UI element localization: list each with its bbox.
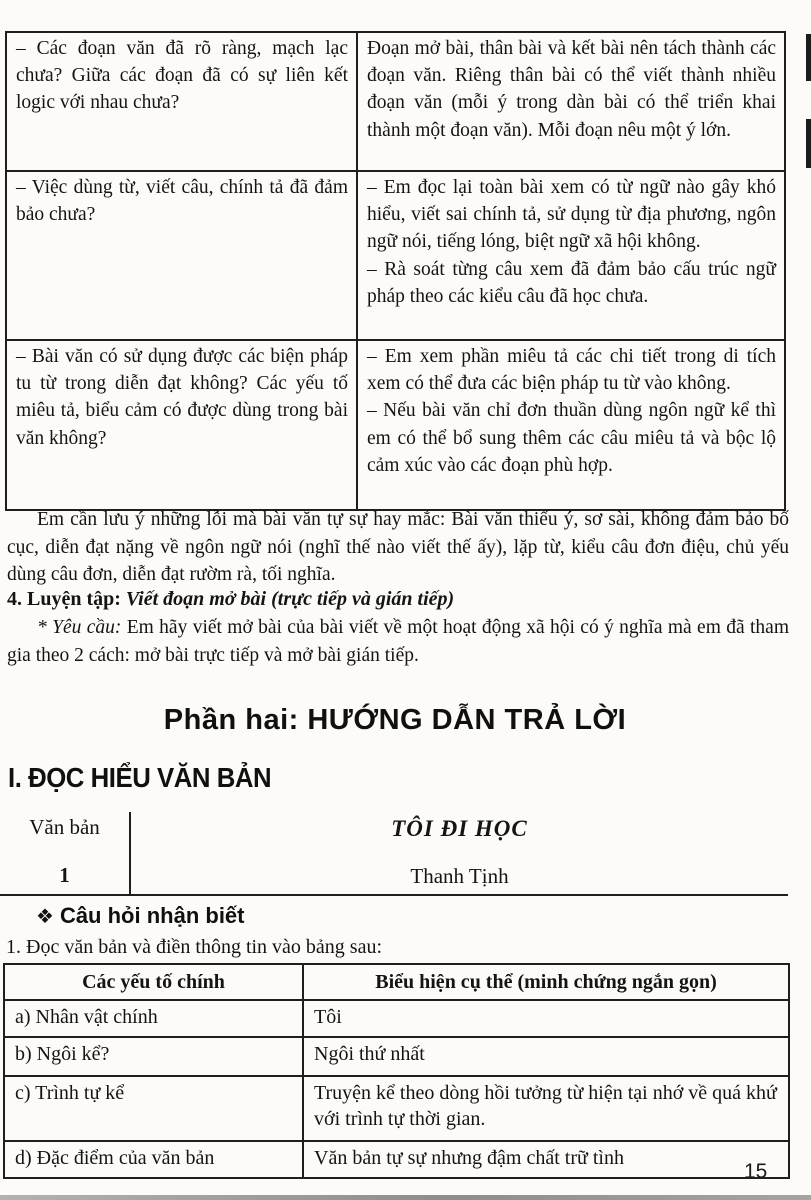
table-row [4, 1141, 789, 1178]
info-table-header-value: Biểu hiện cụ thể (minh chứng ngắn gọn) [303, 964, 789, 1000]
requirement-text: Em hãy viết mở bài của bài viết về một hoạt động xã hội có ý nghĩa mà em đã tham gia theo 2 cách: mở bài trực tiếp và mở bài gián tiếp. [7, 617, 789, 666]
table-row [4, 1076, 789, 1141]
cell-text: – Bài văn có sử dụng được các biện pháp tu từ trong diễn đạt không? Các yếu tố miêu tả, biểu cảm có được dùng trong bài văn không? [16, 346, 348, 449]
table-row [4, 1037, 789, 1076]
checklist-question-cell [6, 32, 357, 171]
requirement-label: * Yêu cầu: [37, 617, 127, 638]
cell-text: – Rà soát từng câu xem đã đảm bảo cấu trúc ngữ pháp theo các kiểu câu đã học chưa. [367, 258, 776, 307]
text-label: Văn bản [29, 815, 100, 839]
table-row [4, 1000, 789, 1037]
info-value-cell: Tôi [303, 1000, 789, 1037]
exercise-label: 4. Luyện tập: [7, 588, 126, 610]
exercise-requirement [7, 614, 789, 669]
cell-text: – Nếu bài văn chỉ đơn thuần dùng ngôn ngữ kể thì em có thể bổ sung thêm các câu miêu tả và bộc lộ cảm xúc vào các đoạn phù hợp. [367, 400, 776, 476]
table-row [6, 32, 785, 171]
checklist-guidance-cell [357, 32, 785, 171]
info-key-cell: d) Đặc điểm của văn bản [4, 1141, 303, 1178]
text-title: TÔI ĐI HỌC [391, 816, 528, 841]
checklist-question-cell [6, 171, 357, 340]
exercise-title: Viết đoạn mở bài (trực tiếp và gián tiếp) [125, 588, 455, 610]
checklist-guidance-cell [357, 171, 785, 340]
table-header-row [4, 964, 789, 1000]
text-number: 1 [59, 863, 70, 887]
cell-text: – Em xem phần miêu tả các chi tiết trong di tích xem có thể đưa các biện pháp tu từ vào không. [367, 346, 776, 395]
info-value-cell: Truyện kể theo dòng hồi tưởng từ hiện tại nhớ về quá khứ với trình tự thời gian. [303, 1076, 789, 1141]
exercise-heading [7, 588, 789, 611]
diamond-bullet-icon: ❖ [36, 906, 54, 928]
cell-text: – Em đọc lại toàn bài xem có từ ngữ nào gây khó hiểu, viết sai chính tả, sử dụng từ địa phương, ngôn ngữ nói, tiếng lóng, biệt ngữ xã hội không. [367, 177, 776, 253]
checklist-guidance-cell [357, 340, 785, 510]
page-number: 15 [744, 1160, 768, 1183]
revision-checklist-table [5, 31, 786, 511]
table-row [6, 171, 785, 340]
question-intro: 1. Đọc văn bản và điền thông tin vào bảng sau: [6, 936, 383, 958]
info-value-cell: Văn bản tự sự nhưng đậm chất trữ tình [303, 1141, 789, 1178]
table-row [6, 340, 785, 510]
info-key-cell: a) Nhân vật chính [4, 1000, 303, 1037]
section-heading: I. ĐỌC HIỂU VĂN BẢN [8, 762, 272, 793]
subsection-heading [36, 903, 245, 929]
info-value-cell: Ngôi thứ nhất [303, 1037, 789, 1076]
subsection-title: Câu hỏi nhận biết [59, 903, 245, 928]
info-key-cell: c) Trình tự kể [4, 1076, 303, 1141]
cell-text: – Các đoạn văn đã rõ ràng, mạch lạc chưa? Giữa các đoạn đã có sự liên kết logic với nhau chưa? [16, 38, 348, 114]
text-title-cell [131, 812, 788, 894]
scan-bottom-edge [0, 1195, 811, 1200]
text-number-cell [0, 812, 131, 894]
text-author: Thanh Tịnh [410, 864, 509, 888]
text-header-box [0, 812, 788, 896]
info-table-header-key: Các yếu tố chính [4, 964, 303, 1000]
info-key-cell: b) Ngôi kể? [4, 1037, 303, 1076]
scan-edge-artifact [806, 119, 811, 168]
note-paragraph: Em cần lưu ý những lỗi mà bài văn tự sự hay mắc: Bài văn thiếu ý, sơ sài, không đảm bảo bố cục, diễn đạt nặng về ngôn ngữ nói (nghĩ thế nào viết thế ấy), lặp từ, kiểu câu đơn điệu, chủ yếu dùng câu đơn, diễn đạt rườm rà, tối nghĩa. [7, 509, 789, 585]
cell-text: Đoạn mở bài, thân bài và kết bài nên tách thành các đoạn văn. Riêng thân bài có thể viết thành nhiều đoạn văn (mỗi ý trong dàn bài có thể triển khai thành một đoạn văn). Mỗi đoạn nêu một ý lớn. [367, 38, 776, 141]
scan-edge-artifact [806, 34, 811, 81]
part2-heading: Phần hai: HƯỚNG DẪN TRẢ LỜI [163, 704, 627, 736]
cell-text: – Việc dùng từ, viết câu, chính tả đã đảm bảo chưa? [16, 177, 348, 226]
text-info-table [3, 963, 790, 1179]
checklist-question-cell [6, 340, 357, 510]
